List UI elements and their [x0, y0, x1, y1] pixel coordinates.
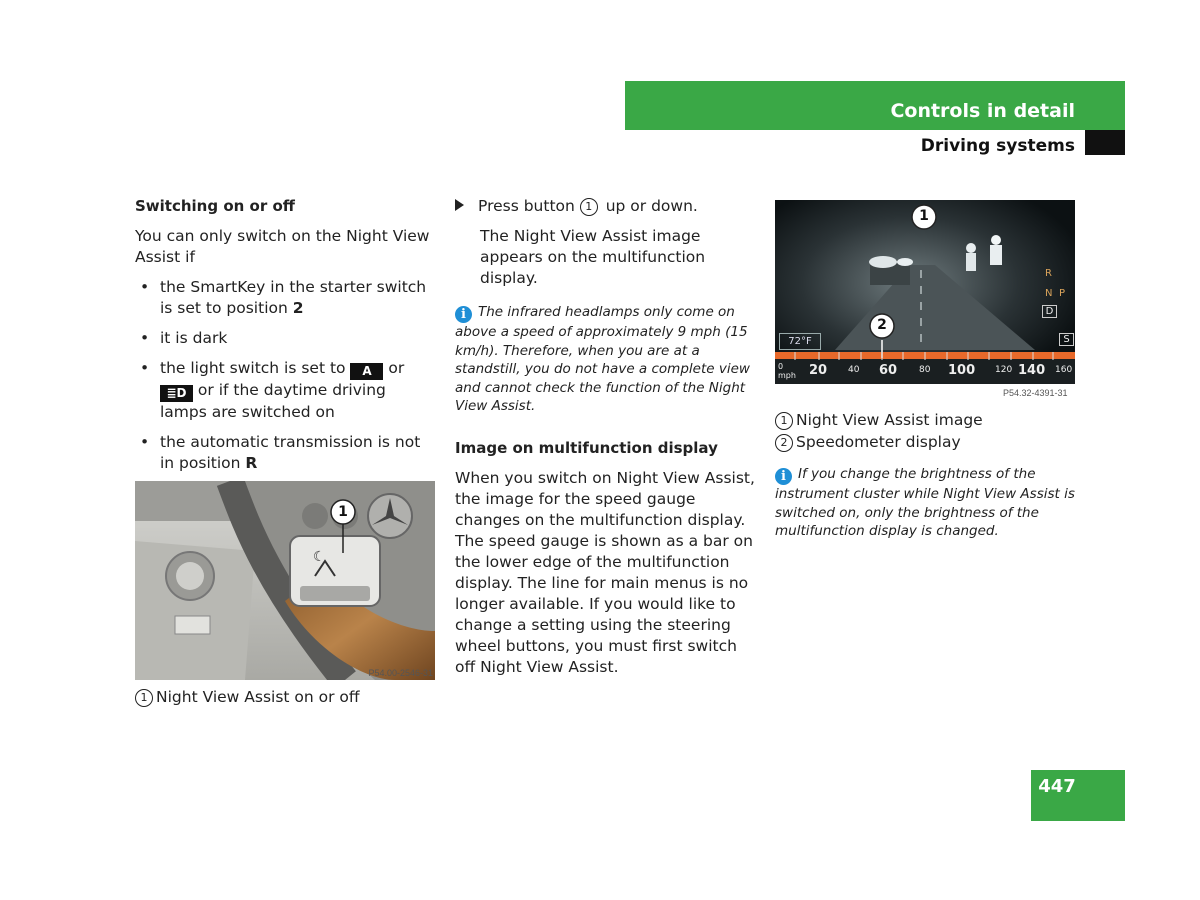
callout-1: 1 [919, 208, 929, 224]
column-1 [135, 196, 435, 483]
temperature-readout: 72°F [779, 333, 821, 350]
gear-p: P [1059, 288, 1066, 299]
header-marker [1085, 130, 1125, 155]
steering-wheel-figure [135, 481, 435, 680]
list-item: • the automatic transmission is not in position R [135, 432, 435, 474]
figure-code: P54.00-2546-31 [368, 668, 433, 678]
callout-2: 2 [877, 317, 887, 333]
speed-unit: 0 mph [778, 362, 796, 380]
speed-label: 80 [919, 365, 931, 375]
figure-1-caption: 1 Night View Assist on or off [135, 687, 435, 708]
speed-label: 20 [809, 363, 828, 378]
svg-text:☾: ☾ [313, 549, 326, 565]
body-text: When you switch on Night View Assist, the image for the speed gauge changes on the multifunction display. The speed gauge is shown as a bar on the lower edge of the multifunction display. The line for main menus is no longer available. If you would like to change a setting using the steering wheel buttons, you must first switch off Night View Assist. [455, 468, 755, 676]
gear-n: N [1045, 288, 1053, 299]
steering-wheel-illustration [135, 481, 435, 680]
speed-label: 100 [948, 363, 976, 378]
legend-item-2: 2 Speedometer display [775, 432, 1075, 453]
step-arrow-icon [455, 199, 464, 211]
gear-d: D [1042, 305, 1057, 318]
list-item: • the light switch is set to A or ≣D or if the daytime driving lamps are switched on [135, 358, 435, 423]
auto-light-icon: A [350, 363, 383, 380]
speed-label: 120 [995, 365, 1013, 375]
step-result: The Night View Assist image appears on the multifunction display. [480, 227, 706, 287]
night-view-illustration [775, 200, 1075, 384]
intro-text: You can only switch on the Night View Assist if [135, 227, 430, 266]
section-subtitle: Driving systems [920, 136, 1075, 156]
info-note: i The infrared headlamps only come on above a speed of approximately 9 mph (15 km/h). Therefore, when you are at a standstill, you do not have a complete view and cannot check the function of the Night View Assist. [455, 304, 750, 414]
gear-r: R [1045, 268, 1052, 279]
speed-label: 60 [879, 363, 898, 378]
section-title: Controls in detail [890, 100, 1075, 122]
instruction-step: Press button 1 up or down. [455, 196, 755, 217]
low-beam-icon: ≣D [160, 385, 193, 402]
column-3-text [775, 410, 1075, 550]
page-number: 447 [1038, 776, 1076, 797]
list-item: • it is dark [135, 328, 435, 349]
speed-label: 160 [1055, 365, 1073, 375]
caption-number: 1 [135, 689, 153, 707]
night-view-figure [775, 200, 1075, 384]
condition-list [135, 277, 435, 474]
column-2 [455, 196, 755, 687]
step-number: 1 [580, 198, 598, 216]
figure-code: P54.32-4391-31 [1003, 388, 1068, 398]
speed-label: 40 [848, 365, 860, 375]
list-item: • the SmartKey in the starter switch is set to position 2 [135, 277, 435, 319]
gear-s: S [1059, 333, 1074, 346]
info-icon: i [455, 306, 472, 323]
callout-1: 1 [338, 504, 348, 520]
heading-image: Image on multifunction display [455, 438, 718, 457]
info-note: i If you change the brightness of the instrument cluster while Night View Assist is switched on, only the brightness of the multifunction display is changed. [775, 466, 1075, 539]
heading-switching: Switching on or off [135, 197, 295, 215]
speed-label: 140 [1018, 363, 1046, 378]
info-icon: i [775, 468, 792, 485]
legend-item-1: 1 Night View Assist image [775, 410, 1075, 431]
